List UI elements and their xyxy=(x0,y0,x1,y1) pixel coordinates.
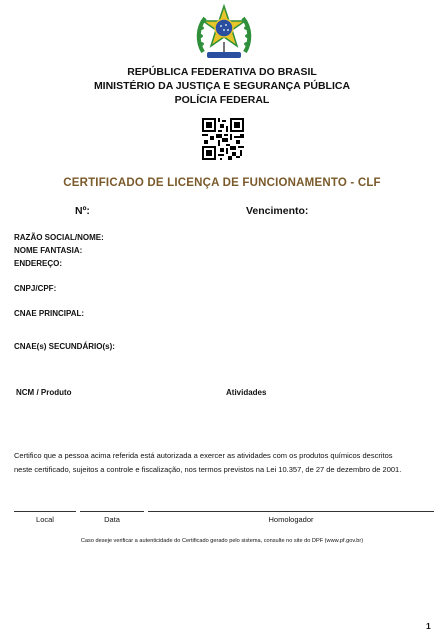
numero-label: Nº: xyxy=(75,205,90,217)
header-line-republic: REPÚBLICA FEDERATIVA DO BRASIL xyxy=(127,66,317,78)
data-signature-line xyxy=(80,511,144,512)
ncm-produto-header: NCM / Produto xyxy=(16,388,72,397)
data-label: Data xyxy=(104,515,120,524)
nome-fantasia-label: NOME FANTASIA: xyxy=(14,246,83,255)
homologador-signature-line xyxy=(148,511,434,512)
vencimento-label: Vencimento: xyxy=(246,205,309,217)
cnpj-label: CNPJ/CPF: xyxy=(14,284,57,293)
verification-note: Caso deseje verificar a autenticidade do Certificado gerado pelo sistema, consulte no site do DPF (www.pf.gov.br) xyxy=(80,538,364,544)
qr-code-icon xyxy=(202,118,244,160)
header-line-ministry: MINISTÉRIO DA JUSTIÇA E SEGURANÇA PÚBLICA xyxy=(93,80,351,92)
local-label: Local xyxy=(36,515,54,524)
cnae-principal-label: CNAE PRINCIPAL: xyxy=(14,309,85,318)
endereco-label: ENDEREÇO: xyxy=(14,259,63,268)
header-line-police: POLÍCIA FEDERAL xyxy=(174,94,270,106)
coat-of-arms-icon xyxy=(193,4,255,62)
page-number: 1 xyxy=(426,621,431,631)
certification-line-1: Certifico que a pessoa acima referida está autorizada a exercer as atividades com os produtos químicos descritos xyxy=(14,451,393,460)
certification-line-2: neste certificado, sujeitos a controle e fiscalização, nos termos previstos na Lei 10.357, de 27 de dezembro de 2001. xyxy=(14,465,402,474)
razao-social-label: RAZÃO SOCIAL/NOME: xyxy=(14,233,104,242)
certification-paragraph xyxy=(14,449,434,477)
atividades-header: Atividades xyxy=(226,388,267,397)
certificate-title: CERTIFICADO DE LICENÇA DE FUNCIONAMENTO - CLF xyxy=(63,177,381,189)
local-signature-line xyxy=(14,511,76,512)
homologador-label: Homologador xyxy=(268,515,314,524)
cnae-secundario-label: CNAE(s) SECUNDÁRIO(s): xyxy=(14,342,115,351)
